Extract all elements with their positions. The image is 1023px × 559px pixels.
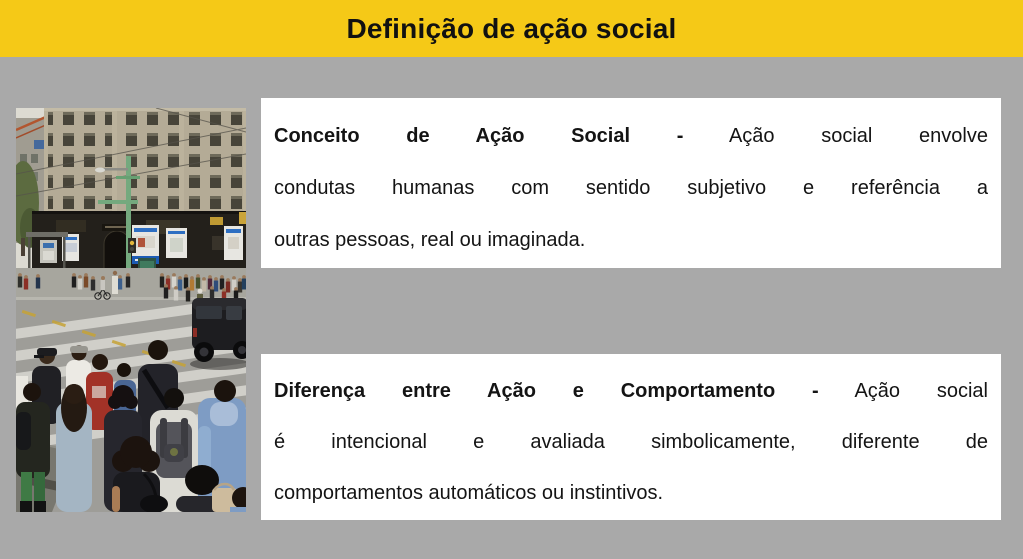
street-crossing-photo: [16, 108, 246, 512]
card-text: Ação social envolve: [728, 125, 988, 147]
card-text: Ação social: [854, 380, 988, 402]
title-bar: [0, 0, 1023, 57]
card-heading: Diferença entre Ação e Comportamento -: [274, 380, 819, 402]
card-line: [274, 110, 988, 162]
concept-card: [261, 98, 1001, 268]
person-cardigan: [56, 384, 92, 512]
slide-title: Definição de ação social: [346, 13, 677, 44]
card-line: comportamentos automáticos ou instintivos.: [274, 482, 664, 504]
card-heading: Conceito de Ação Social -: [274, 125, 684, 147]
card-line: outras pessoas, real ou imaginada.: [274, 229, 586, 251]
suv: [190, 298, 246, 370]
card-line: condutas humanas com sentido subjetivo e referência a: [274, 177, 988, 199]
difference-card: [261, 354, 1001, 520]
street-photo-graphic: [16, 108, 246, 512]
card-line: [274, 366, 988, 417]
card-line: é intencional e avaliada simbolicamente, diferente de: [274, 431, 988, 453]
